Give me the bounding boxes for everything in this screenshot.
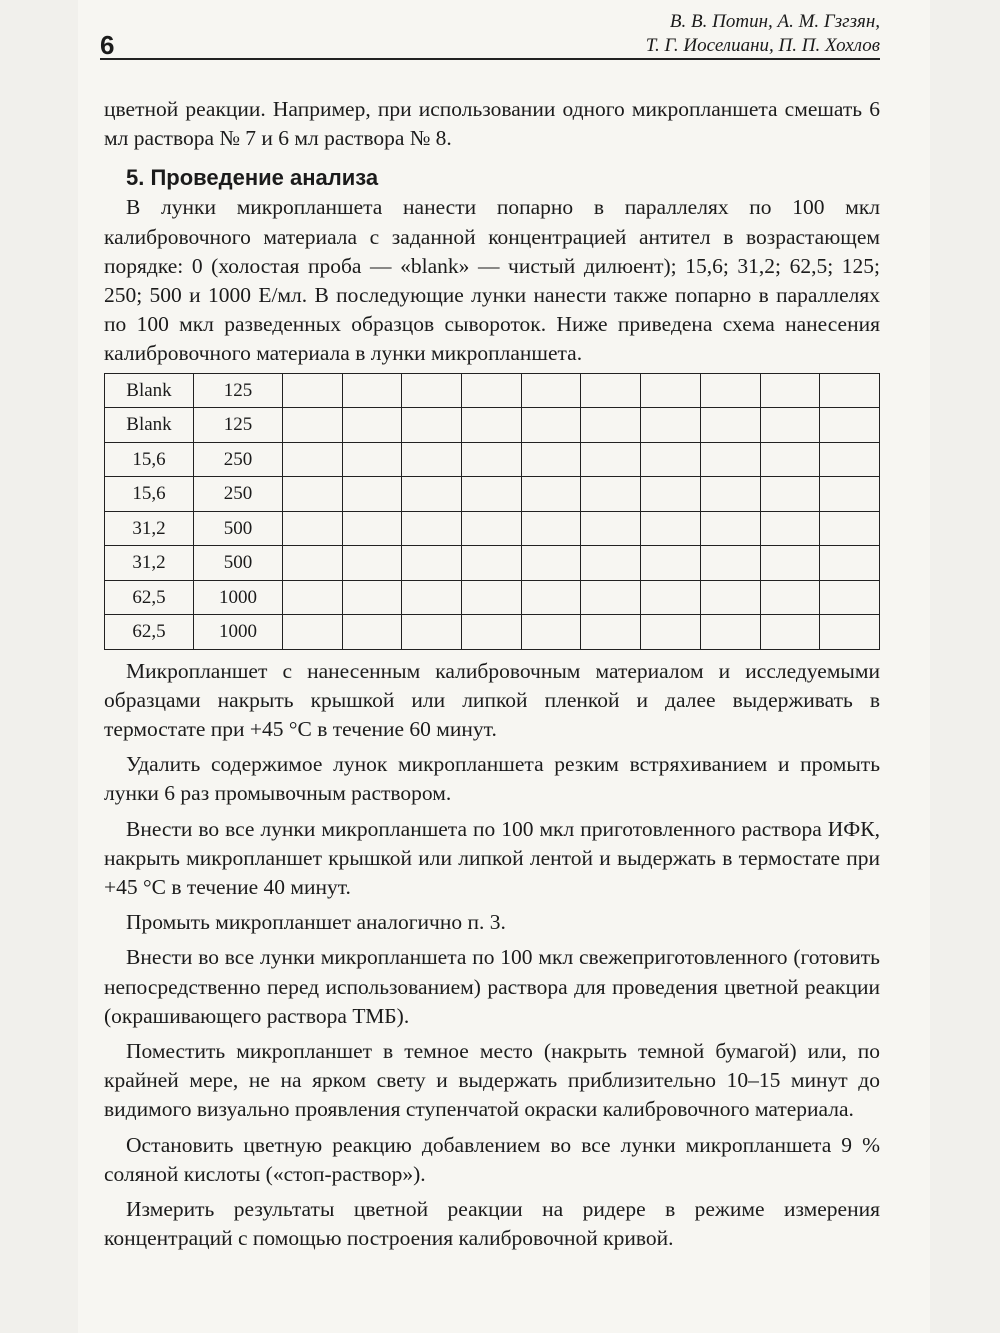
plate-cell-empty (402, 373, 462, 408)
plate-cell-empty (402, 580, 462, 615)
plate-row (105, 615, 880, 650)
section-heading: 5. Проведение анализа (126, 165, 379, 191)
plate-cell-empty (641, 615, 701, 650)
plate-cell-empty (641, 477, 701, 512)
plate-cell-empty (700, 373, 760, 408)
plate-cell-empty (462, 477, 522, 512)
plate-cell-empty (581, 477, 641, 512)
plate-cell-empty (402, 477, 462, 512)
running-header-authors (380, 10, 880, 58)
plate-cell-empty (521, 511, 581, 546)
plate-cell-empty (462, 373, 522, 408)
plate-cell-value: 500 (194, 511, 283, 546)
plate-cell-empty (581, 615, 641, 650)
plate-cell-empty (462, 408, 522, 443)
plate-cell-empty (760, 408, 820, 443)
plate-cell-empty (760, 615, 820, 650)
plate-row (105, 546, 880, 581)
plate-cell-empty (641, 408, 701, 443)
step-paragraph: Промыть микропланшет аналогично п. 3. (126, 910, 506, 935)
plate-cell-concentration: 62,5 (105, 615, 194, 650)
plate-cell-empty (342, 546, 402, 581)
plate-cell-empty (760, 511, 820, 546)
plate-cell-empty (283, 580, 343, 615)
plate-cell-concentration: 15,6 (105, 477, 194, 512)
plate-cell-empty (700, 442, 760, 477)
page-body (104, 95, 880, 1253)
plate-cell-value: 500 (194, 546, 283, 581)
plate-cell-empty (700, 477, 760, 512)
plate-row (105, 408, 880, 443)
plate-cell-empty (760, 580, 820, 615)
plate-cell-value: 1000 (194, 580, 283, 615)
plate-cell-empty (820, 511, 880, 546)
plate-cell-concentration: 31,2 (105, 546, 194, 581)
plate-cell-empty (283, 546, 343, 581)
plate-row (105, 580, 880, 615)
plate-cell-empty (521, 477, 581, 512)
intro-paragraph: цветной реакции. Например, при использовании одного микропланшета смешать 6 мл раствора № 7 и 6 мл раствора № 8. (104, 97, 880, 151)
plate-cell-empty (402, 546, 462, 581)
step-paragraph: Измерить результаты цветной реакции на ридере в режиме измерения концентраций с помощью построения калибровочной кривой. (104, 1197, 880, 1251)
plate-cell-empty (521, 442, 581, 477)
plate-cell-empty (581, 373, 641, 408)
plate-cell-empty (402, 408, 462, 443)
plate-cell-value: 250 (194, 477, 283, 512)
plate-cell-empty (820, 546, 880, 581)
plate-cell-empty (820, 373, 880, 408)
step-paragraph: Внести во все лунки микропланшета по 100 мкл приготовленного раствора ИФК, накрыть микропланшет крышкой или липкой лентой и выдержать в термостате при +45 °С в течение 40 минут. (104, 816, 880, 900)
plate-cell-empty (342, 615, 402, 650)
plate-cell-empty (462, 546, 522, 581)
plate-cell-empty (760, 373, 820, 408)
plate-cell-empty (700, 408, 760, 443)
plate-cell-empty (820, 615, 880, 650)
section-paragraph: В лунки микропланшета нанести попарно в параллелях по 100 мкл калибровочного материала с заданной концентрацией антител в возрастающем порядке: 0 (холостая проба — «blank» — чистый дилюент); 15,6; 31,2; 62,5; 125; 250; 500 и 1000 Е/мл. В последующие лунки нанести также попарно в параллелях по 100 мкл разведенных образцов сывороток. Ниже приведена схема нанесения калибровочного материала в лунки микропланшета. (104, 195, 880, 366)
plate-cell-empty (760, 546, 820, 581)
plate-cell-empty (462, 615, 522, 650)
step-paragraph: Остановить цветную реакцию добавлением во все лунки микропланшета 9 % соляной кислоты («стоп-раствор»). (104, 1132, 880, 1186)
authors-line-2: Т. Г. Иоселиани, П. П. Хохлов (645, 35, 880, 56)
plate-cell-empty (283, 442, 343, 477)
plate-cell-empty (700, 546, 760, 581)
plate-cell-empty (700, 580, 760, 615)
plate-cell-concentration: 31,2 (105, 511, 194, 546)
plate-cell-empty (283, 477, 343, 512)
plate-cell-empty (521, 615, 581, 650)
plate-cell-empty (641, 373, 701, 408)
plate-cell-empty (820, 442, 880, 477)
plate-row (105, 442, 880, 477)
plate-cell-empty (521, 408, 581, 443)
plate-cell-empty (521, 546, 581, 581)
plate-cell-value: 125 (194, 373, 283, 408)
plate-cell-empty (342, 511, 402, 546)
plate-cell-empty (342, 477, 402, 512)
plate-cell-empty (521, 373, 581, 408)
plate-cell-empty (700, 511, 760, 546)
plate-cell-empty (641, 580, 701, 615)
plate-cell-concentration: 15,6 (105, 442, 194, 477)
page-number: 6 (100, 30, 115, 60)
plate-row (105, 373, 880, 408)
plate-cell-empty (581, 546, 641, 581)
plate-row (105, 511, 880, 546)
plate-cell-empty (641, 511, 701, 546)
plate-cell-empty (342, 373, 402, 408)
plate-cell-value: 1000 (194, 615, 283, 650)
plate-row (105, 477, 880, 512)
plate-cell-empty (283, 615, 343, 650)
plate-cell-value: 125 (194, 408, 283, 443)
step-paragraph: Поместить микропланшет в темное место (накрыть темной бумагой) или, по крайней мере, не на ярком свету и выдержать приблизительно 10–15 минут до видимого визуально проявления ступенчатой окраски калибровочного материала. (104, 1039, 880, 1122)
authors-line-1: В. В. Потин, А. М. Гзгзян, (669, 11, 880, 32)
plate-cell-concentration: Blank (105, 373, 194, 408)
step-paragraph: Микропланшет с нанесенным калибровочным материалом и исследуемыми образцами накрыть крышкой или липкой пленкой и далее выдерживать в термостате при +45 °С в течение 60 минут. (104, 658, 880, 742)
header-rule (100, 58, 880, 60)
plate-cell-empty (581, 511, 641, 546)
plate-cell-value: 250 (194, 442, 283, 477)
plate-cell-empty (581, 580, 641, 615)
step-paragraph: Удалить содержимое лунок микропланшета резким встряхиванием и промыть лунки 6 раз промывочным раствором. (104, 752, 880, 806)
plate-cell-empty (283, 373, 343, 408)
plate-cell-empty (760, 477, 820, 512)
plate-cell-empty (402, 615, 462, 650)
plate-cell-empty (283, 511, 343, 546)
plate-cell-empty (342, 442, 402, 477)
plate-cell-empty (462, 580, 522, 615)
plate-cell-empty (342, 580, 402, 615)
plate-cell-empty (820, 477, 880, 512)
plate-cell-empty (820, 408, 880, 443)
plate-layout-table (104, 373, 880, 650)
plate-cell-empty (700, 615, 760, 650)
plate-cell-empty (462, 442, 522, 477)
plate-cell-empty (521, 580, 581, 615)
plate-cell-empty (402, 442, 462, 477)
plate-cell-empty (283, 408, 343, 443)
plate-cell-concentration: Blank (105, 408, 194, 443)
plate-cell-concentration: 62,5 (105, 580, 194, 615)
plate-cell-empty (342, 408, 402, 443)
step-paragraph: Внести во все лунки микропланшета по 100 мкл свежеприготовленного (готовить непосредственно перед использованием) раствора для проведения цветной реакции (окрашивающего раствора ТМБ). (104, 945, 880, 1028)
plate-cell-empty (402, 511, 462, 546)
plate-cell-empty (641, 442, 701, 477)
plate-cell-empty (581, 408, 641, 443)
plate-cell-empty (760, 442, 820, 477)
plate-cell-empty (820, 580, 880, 615)
plate-cell-empty (641, 546, 701, 581)
plate-cell-empty (462, 511, 522, 546)
plate-cell-empty (581, 442, 641, 477)
